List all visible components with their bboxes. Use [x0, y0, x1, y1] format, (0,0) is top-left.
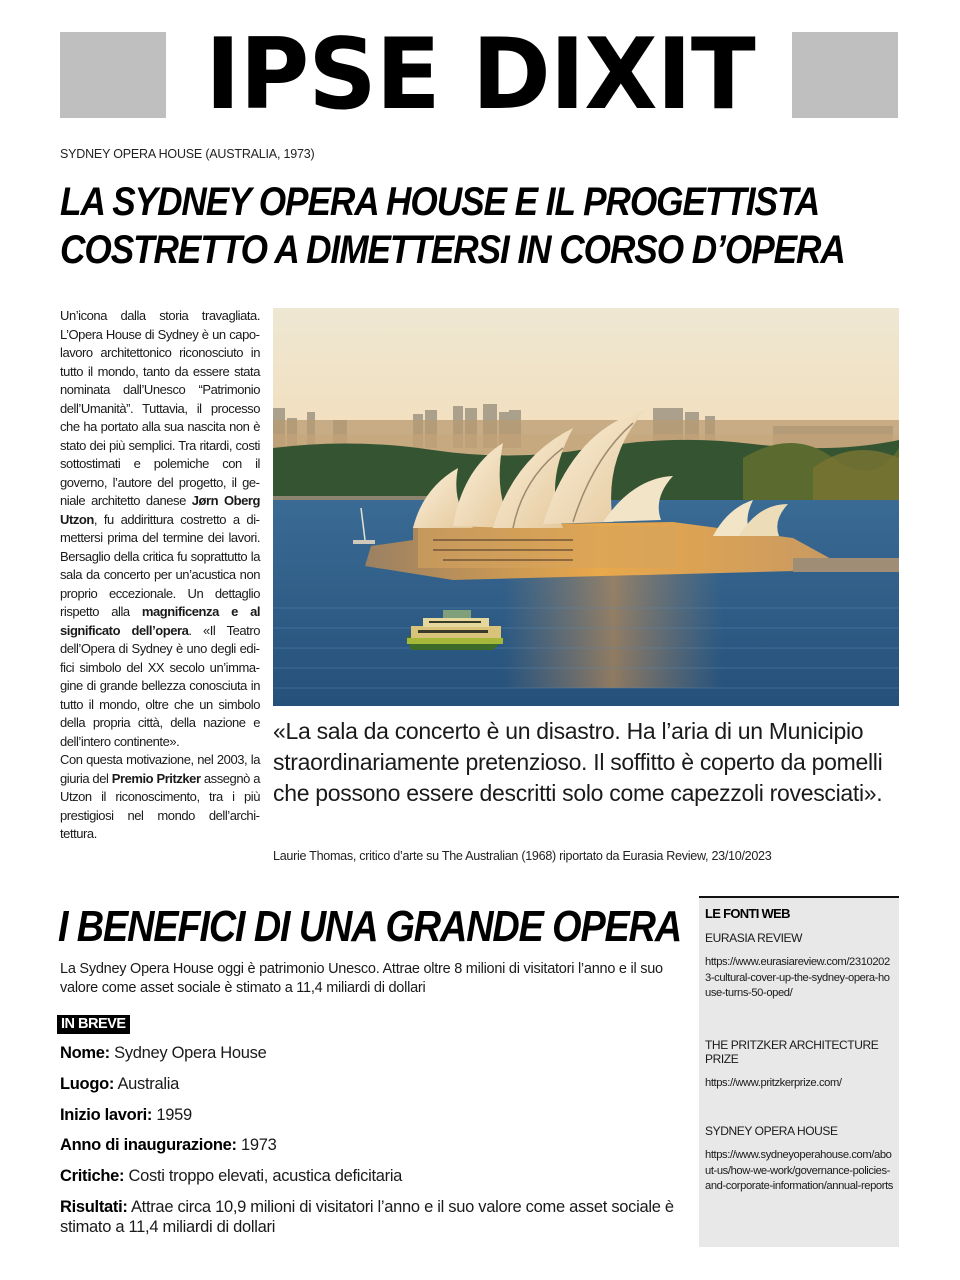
- web-sources-box: [699, 896, 899, 1247]
- emphasis-text: magnificenza e al significato dell’opera: [60, 604, 261, 638]
- fact-anno-inaugurazione: [60, 1135, 680, 1155]
- masthead-decor-left: [60, 32, 166, 118]
- masthead-title: IPSE DIXIT: [205, 18, 755, 132]
- fact-label: Anno di inaugurazione:: [60, 1136, 237, 1155]
- fact-value: 1959: [152, 1105, 192, 1124]
- source-url[interactable]: https://www.eurasiareview.com/23102023-cultural-cover-up-the-sydney-opera-house-turns-50-oped/: [705, 956, 890, 999]
- body-text: , fu addirittura costretto a dimettersi prima del termine dei lavori. Bersaglio della critica fu soprattutto la sala da concerto per un’acustica non proprio eccezionale. Un dettaglio rispetto alla: [60, 511, 260, 619]
- source-name: SYDNEY OPERA HOUSE: [705, 1124, 838, 1138]
- source-name: THE PRITZKER ARCHITECTURE PRIZE: [705, 1037, 879, 1066]
- in-breve-badge: IN BREVE: [57, 1015, 130, 1034]
- source-sydney-opera-house: [705, 1124, 893, 1195]
- source-url[interactable]: https://www.pritzkerprize.com/: [705, 1076, 842, 1089]
- body-text: Con questa motivazione, nel 2003, la giuria del: [60, 752, 260, 786]
- body-paragraph-2: [60, 751, 260, 844]
- fact-value: Attrae circa 10,9 milioni di visitatori l’anno e il suo valore come asset sociale è stimato a 11,4 miliardi di dollari: [60, 1197, 674, 1236]
- article-body: [60, 307, 260, 844]
- prize-name: Premio Pritzker: [111, 770, 201, 786]
- section-title-benefits: I BENEFICI DI UNA GRANDE OPERA: [58, 902, 682, 951]
- fact-label: Critiche:: [60, 1167, 125, 1186]
- fact-value: Sydney Opera House: [109, 1044, 267, 1062]
- sources-title: LE FONTI WEB: [705, 906, 790, 921]
- body-text: . «Il Teatro dell’Opera di Sydney è uno degli edifici simbolo del XX secolo un’immagine di grande bellezza conosciuta in tutto il mondo, oltre che un simbolo della propria città, della nazione e dell’intero continente».: [60, 622, 260, 749]
- article-headline: [60, 178, 845, 274]
- fact-value: Australia: [114, 1074, 179, 1093]
- fact-value: 1973: [236, 1136, 277, 1155]
- fact-nome: [60, 1043, 680, 1063]
- fact-label: Inizio lavori:: [60, 1105, 153, 1124]
- headline-line-2: COSTRETTO A DIMETTERSI IN CORSO D’OPERA: [60, 228, 845, 272]
- source-name: EURASIA REVIEW: [705, 931, 803, 945]
- fact-luogo: [60, 1074, 680, 1094]
- fact-inizio-lavori: [60, 1105, 680, 1125]
- fact-label: Risultati:: [60, 1197, 128, 1216]
- source-pritzker-prize: [705, 1038, 893, 1092]
- pull-quote: «La sala da concerto è un disastro. Ha l’aria di un Municipio straordinariamente pretenzioso. Il soffitto è coperto da pomelli che possono essere descritti solo come capezzoli rovesciati».: [273, 718, 883, 806]
- fact-value: Costi troppo elevati, acustica deficitaria: [124, 1167, 403, 1186]
- fact-risultati: [60, 1197, 680, 1237]
- section-lead: La Sydney Opera House oggi è patrimonio Unesco. Attrae oltre 8 milioni di visitatori l’anno e il suo valore come asset sociale è stimato a 11,4 miliardi di dollari: [60, 961, 663, 996]
- body-paragraph-1: [60, 307, 260, 751]
- article-kicker: SYDNEY OPERA HOUSE (AUSTRALIA, 1973): [60, 147, 315, 161]
- architect-name: Jørn Oberg Utzon: [60, 493, 260, 527]
- body-text: Un’icona dalla storia travagliata. L’Opera House di Sydney è un capolavoro architettonico riconosciuto in tutto il mondo, tanto da essere stata nominata dall’Unesco “Patrimonio dell’Umanità”. Tuttavia, il processo che ha portato alla sua nascita non è stato dei più semplici. Tra ritardi, costi sottostimati e polemiche con il governo, l’autore del progetto, il geniale architetto danese: [60, 308, 260, 508]
- opera-house-photo: [273, 308, 899, 706]
- source-eurasia-review: [705, 931, 893, 1002]
- fact-critiche: [60, 1166, 680, 1186]
- fact-label: Luogo:: [60, 1074, 115, 1093]
- fact-label: Nome:: [60, 1044, 110, 1062]
- body-text: assegnò a Utzon il riconoscimento, tra i più prestigiosi nel mondo dell’architettura.: [60, 770, 261, 841]
- facts-list: [60, 1043, 680, 1248]
- quote-attribution: Laurie Thomas, critico d’arte su The Australian (1968) riportato da Eurasia Review, 23/10/2023: [273, 849, 772, 863]
- masthead-decor-right: [792, 32, 898, 118]
- headline-line-1: LA SYDNEY OPERA HOUSE E IL PROGETTISTA: [60, 180, 820, 224]
- source-url[interactable]: https://www.sydneyoperahouse.com/about-us/how-we-work/governance-policies-and-corporate-information/annual-reports: [705, 1149, 893, 1192]
